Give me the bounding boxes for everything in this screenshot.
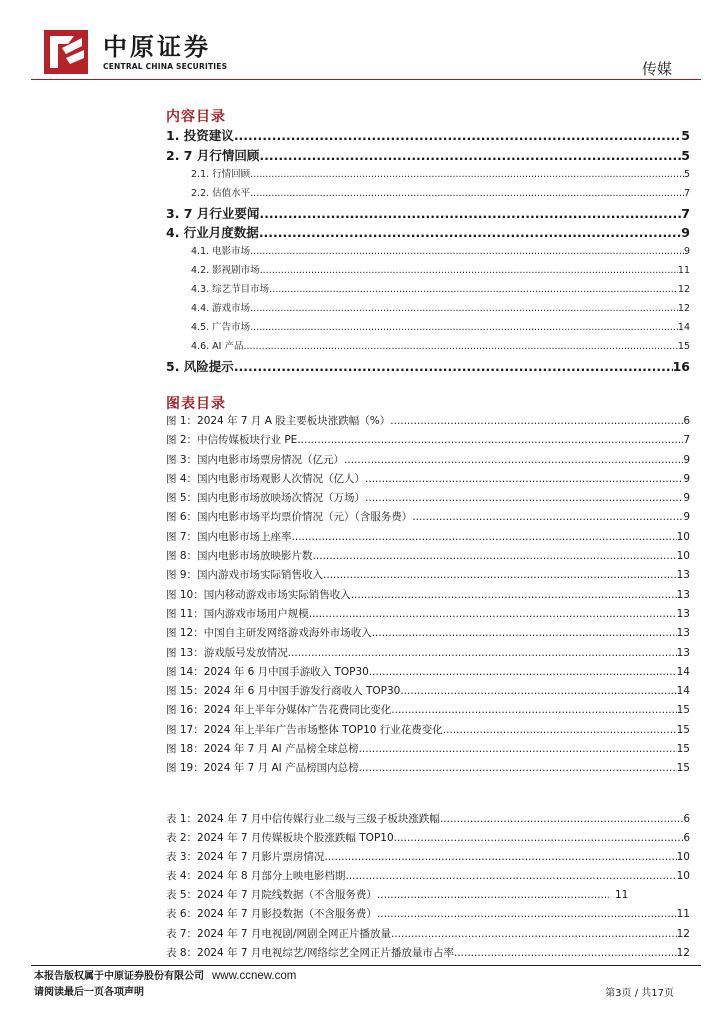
entry-label: 图 1：2024 年 7 月 A 股主要板块涨跌幅（%） bbox=[166, 415, 391, 427]
footer-divider bbox=[31, 965, 701, 966]
entry-label: 2. 7 月行情回顾 bbox=[166, 147, 260, 163]
list-item[interactable] bbox=[166, 702, 690, 721]
dot-leader bbox=[443, 724, 677, 736]
entry-page-number: 13 bbox=[676, 607, 690, 620]
entry-label: 2.2. 估值水平 bbox=[191, 187, 251, 199]
entry-page-number: 7 bbox=[683, 187, 690, 199]
entry-page-number: 10 bbox=[676, 530, 690, 543]
entry-label: 表 4：2024 年 8 月部分上映电影档期 bbox=[166, 870, 346, 883]
entry-label: 2.1. 行情回顾 bbox=[191, 168, 251, 180]
entry-page-number: 15 bbox=[677, 341, 690, 353]
list-item[interactable] bbox=[166, 567, 690, 586]
website-link[interactable]: www.ccnew.com bbox=[212, 970, 297, 982]
entry-page-number: 7 bbox=[683, 434, 690, 447]
dot-leader bbox=[365, 492, 683, 504]
brand-logo-icon bbox=[44, 30, 92, 74]
entry-page-number: 11 bbox=[676, 908, 690, 921]
entry-page-number: 13 bbox=[676, 646, 690, 659]
entry-page-number: 15 bbox=[676, 762, 690, 775]
copyright-text: 本报告版权属于中原证券股份有限公司 bbox=[34, 971, 204, 982]
entry-label: 图 16：2024 年上半年分媒体广告花费同比变化 bbox=[166, 704, 392, 717]
entry-label: 表 6：2024 年 7 月影投数据（不含服务费） bbox=[166, 908, 377, 921]
dot-leader bbox=[454, 947, 677, 959]
entry-page-number: 11 bbox=[614, 889, 629, 902]
list-item[interactable] bbox=[166, 587, 690, 606]
entry-label: 图 5：国内电影市场放映场次情况（万场） bbox=[166, 492, 366, 505]
dot-leader bbox=[391, 928, 677, 940]
dot-leader bbox=[359, 743, 677, 755]
industry-label: 传媒 bbox=[641, 60, 672, 78]
entry-page-number: 11 bbox=[677, 265, 690, 277]
list-item[interactable] bbox=[166, 490, 690, 509]
entry-label: 图 2：中信传媒板块行业 PE bbox=[166, 434, 298, 447]
list-item[interactable] bbox=[166, 664, 690, 683]
list-item[interactable] bbox=[166, 741, 690, 760]
dot-leader bbox=[259, 148, 681, 163]
toc-list bbox=[166, 126, 690, 377]
entry-label: 图 3：国内电影市场票房情况（亿元） bbox=[166, 453, 345, 466]
entry-label: 图 7：国内电影市场上座率 bbox=[166, 530, 292, 543]
dot-leader bbox=[250, 322, 678, 333]
dot-leader bbox=[269, 284, 678, 295]
dot-leader bbox=[288, 647, 677, 659]
list-item[interactable] bbox=[166, 185, 690, 204]
list-item[interactable] bbox=[166, 338, 690, 357]
list-item[interactable] bbox=[166, 432, 690, 451]
list-item[interactable] bbox=[166, 722, 690, 741]
entry-page-number: 6 bbox=[683, 415, 690, 427]
list-item[interactable] bbox=[166, 645, 690, 664]
entry-label: 图 4：国内电影市场观影人次情况（亿人） bbox=[166, 472, 366, 485]
entry-label: 图 14：2024 年 6 月中国手游收入 TOP30 bbox=[166, 665, 369, 678]
list-item[interactable] bbox=[166, 906, 690, 925]
entry-label: 4.1. 电影市场 bbox=[191, 246, 251, 258]
list-item[interactable] bbox=[166, 452, 690, 471]
list-item[interactable] bbox=[166, 945, 690, 964]
dot-leader bbox=[394, 832, 684, 844]
disclaimer-text: 请阅读最后一页各项声明 bbox=[34, 987, 144, 998]
list-item[interactable] bbox=[166, 811, 690, 830]
dot-leader bbox=[359, 762, 677, 774]
dot-leader bbox=[250, 303, 678, 314]
entry-page-number: 9 bbox=[683, 472, 690, 485]
dot-leader bbox=[377, 889, 609, 901]
entry-label: 4.4. 游戏市场 bbox=[191, 303, 251, 315]
entry-label: 图 6：国内电影市场平均票价情况（元）（含服务费） bbox=[166, 511, 413, 524]
list-item[interactable] bbox=[166, 300, 690, 319]
entry-page-number: 15 bbox=[676, 723, 690, 736]
entry-label: 图 11：国内游戏市场用户规模 bbox=[166, 607, 309, 620]
dot-leader bbox=[250, 246, 684, 257]
list-item[interactable] bbox=[166, 262, 690, 281]
entry-label: 表 7：2024 年 7 月电视剧/网剧全网正片播放量 bbox=[166, 927, 391, 940]
entry-page-number: 6 bbox=[683, 832, 690, 845]
dot-leader bbox=[243, 341, 677, 352]
list-item[interactable] bbox=[166, 471, 690, 490]
dot-leader bbox=[345, 870, 676, 882]
entry-label: 表 1：2024 年 7 月中信传媒行业二级与三级子板块涨跌幅 bbox=[166, 813, 440, 825]
entry-page-number: 5 bbox=[681, 128, 690, 143]
toc-title: 内容目录 bbox=[166, 109, 226, 125]
list-item[interactable] bbox=[166, 548, 690, 567]
entry-label: 图 9：国内游戏市场实际销售收入 bbox=[166, 569, 324, 582]
list-item[interactable] bbox=[166, 868, 690, 887]
footer-left bbox=[34, 968, 296, 1001]
dot-leader bbox=[400, 685, 676, 697]
dot-leader bbox=[297, 434, 683, 446]
entry-page-number: 12 bbox=[676, 927, 690, 940]
entry-label: 表 5：2024 年 7 月院线数据（不含服务费） bbox=[166, 889, 377, 902]
entry-page-number: 13 bbox=[676, 627, 690, 640]
list-item[interactable] bbox=[166, 887, 690, 906]
entry-page-number: 14 bbox=[676, 665, 690, 678]
entry-label: 5. 风险提示 bbox=[166, 359, 234, 375]
dot-leader bbox=[377, 908, 677, 920]
entry-page-number: 14 bbox=[676, 685, 690, 698]
entry-label: 图 18：2024 年 7 月 AI 产品榜全球总榜 bbox=[166, 743, 359, 756]
entry-page-number: 15 bbox=[676, 704, 690, 717]
entry-page-number: 15 bbox=[676, 743, 690, 756]
page-header bbox=[0, 0, 724, 80]
list-item[interactable] bbox=[166, 204, 690, 224]
dot-leader bbox=[372, 627, 677, 639]
entry-label: 1. 投资建议 bbox=[166, 128, 234, 143]
entry-page-number: 10 bbox=[676, 870, 690, 883]
list-item[interactable] bbox=[166, 830, 690, 849]
entry-label: 图 13：游戏版号发放情况 bbox=[166, 646, 288, 659]
entry-page-number: 13 bbox=[676, 569, 690, 582]
list-item[interactable] bbox=[166, 606, 690, 625]
list-item[interactable] bbox=[166, 126, 690, 146]
dot-leader bbox=[323, 569, 677, 581]
entry-page-number: 12 bbox=[676, 946, 690, 959]
list-item[interactable] bbox=[166, 625, 690, 644]
brand-name-cn: 中原证券 bbox=[103, 33, 211, 61]
list-item[interactable] bbox=[166, 509, 690, 528]
list-item[interactable] bbox=[166, 319, 690, 338]
dot-leader bbox=[250, 169, 684, 180]
list-item[interactable] bbox=[166, 146, 690, 166]
dot-leader bbox=[292, 531, 677, 543]
dot-leader bbox=[260, 265, 678, 276]
entry-page-number: 9 bbox=[683, 492, 690, 505]
header-divider bbox=[31, 79, 701, 80]
dot-leader bbox=[412, 511, 683, 523]
list-item[interactable] bbox=[166, 166, 690, 185]
entry-label: 4.3. 综艺节目市场 bbox=[191, 284, 270, 296]
entry-page-number: 9 bbox=[683, 511, 690, 524]
entry-label: 4. 行业月度数据 bbox=[166, 225, 259, 241]
entry-label: 图 10：国内移动游戏市场实际销售收入 bbox=[166, 588, 351, 601]
list-item[interactable] bbox=[166, 849, 690, 868]
dot-leader bbox=[234, 359, 673, 374]
entry-label: 表 2：2024 年 7 月传媒板块个股涨跌幅 TOP10 bbox=[166, 832, 394, 845]
entry-label: 表 3：2024 年 7 月影片票房情况 bbox=[166, 851, 325, 864]
list-item[interactable] bbox=[166, 413, 690, 432]
dot-leader bbox=[313, 550, 677, 562]
dot-leader bbox=[324, 851, 676, 863]
page-number: 第3页 / 共17页 bbox=[605, 988, 674, 999]
dot-leader bbox=[259, 206, 681, 221]
dot-leader bbox=[391, 704, 676, 716]
table-list bbox=[166, 811, 690, 964]
entry-label: 图 19：2024 年 7 月 AI 产品榜国内总榜 bbox=[166, 762, 359, 775]
entry-label: 图 17：2024 年上半年广告市场整体 TOP10 行业花费变化 bbox=[166, 723, 443, 736]
entry-page-number: 9 bbox=[683, 453, 690, 466]
dot-leader bbox=[440, 813, 683, 825]
entry-label: 图 8：国内电影市场放映影片数 bbox=[166, 550, 313, 563]
entry-page-number: 10 bbox=[676, 550, 690, 563]
list-item[interactable] bbox=[166, 529, 690, 548]
entry-label: 4.2. 影视剧市场 bbox=[191, 265, 260, 277]
list-item[interactable] bbox=[166, 760, 690, 779]
entry-page-number: 7 bbox=[681, 205, 690, 221]
entry-label: 图 12：中国自主研发网络游戏海外市场收入 bbox=[166, 627, 372, 640]
entry-page-number: 9 bbox=[681, 225, 690, 241]
entry-label: 4.6. AI 产品 bbox=[191, 341, 244, 353]
entry-label: 3. 7 月行业要闻 bbox=[166, 205, 260, 221]
entry-page-number: 5 bbox=[683, 168, 690, 180]
entry-label: 表 8：2024 年 7 月电视综艺/网络综艺全网正片播放量市占率 bbox=[166, 946, 454, 959]
dot-leader bbox=[344, 454, 683, 466]
dot-leader bbox=[259, 225, 681, 240]
dot-leader bbox=[390, 415, 683, 427]
entry-page-number: 13 bbox=[676, 588, 690, 601]
figure-list bbox=[166, 413, 690, 780]
entry-page-number: 10 bbox=[676, 851, 690, 864]
list-item[interactable] bbox=[166, 223, 690, 243]
entry-label: 图 15：2024 年 6 月中国手游发行商收入 TOP30 bbox=[166, 685, 401, 698]
entry-page-number: 12 bbox=[677, 303, 690, 315]
list-item[interactable] bbox=[166, 357, 690, 377]
figure-list-title: 图表目录 bbox=[166, 396, 226, 412]
entry-label: 4.5. 广告市场 bbox=[191, 322, 251, 334]
list-item[interactable] bbox=[166, 683, 690, 702]
entry-page-number: 9 bbox=[683, 246, 690, 258]
entry-page-number: 12 bbox=[677, 284, 690, 296]
entry-page-number: 14 bbox=[677, 322, 690, 334]
dot-leader bbox=[351, 589, 677, 601]
dot-leader bbox=[309, 608, 677, 620]
list-item[interactable] bbox=[166, 281, 690, 300]
entry-page-number: 16 bbox=[672, 359, 690, 375]
dot-leader bbox=[365, 473, 683, 485]
dot-leader bbox=[369, 666, 677, 678]
dot-leader bbox=[234, 128, 681, 143]
brand-name-en: CENTRAL CHINA SECURITIES bbox=[103, 62, 228, 71]
list-item[interactable] bbox=[166, 926, 690, 945]
dot-leader bbox=[250, 188, 684, 199]
list-item[interactable] bbox=[166, 243, 690, 262]
entry-page-number: 5 bbox=[681, 147, 690, 163]
entry-page-number: 6 bbox=[683, 813, 690, 825]
